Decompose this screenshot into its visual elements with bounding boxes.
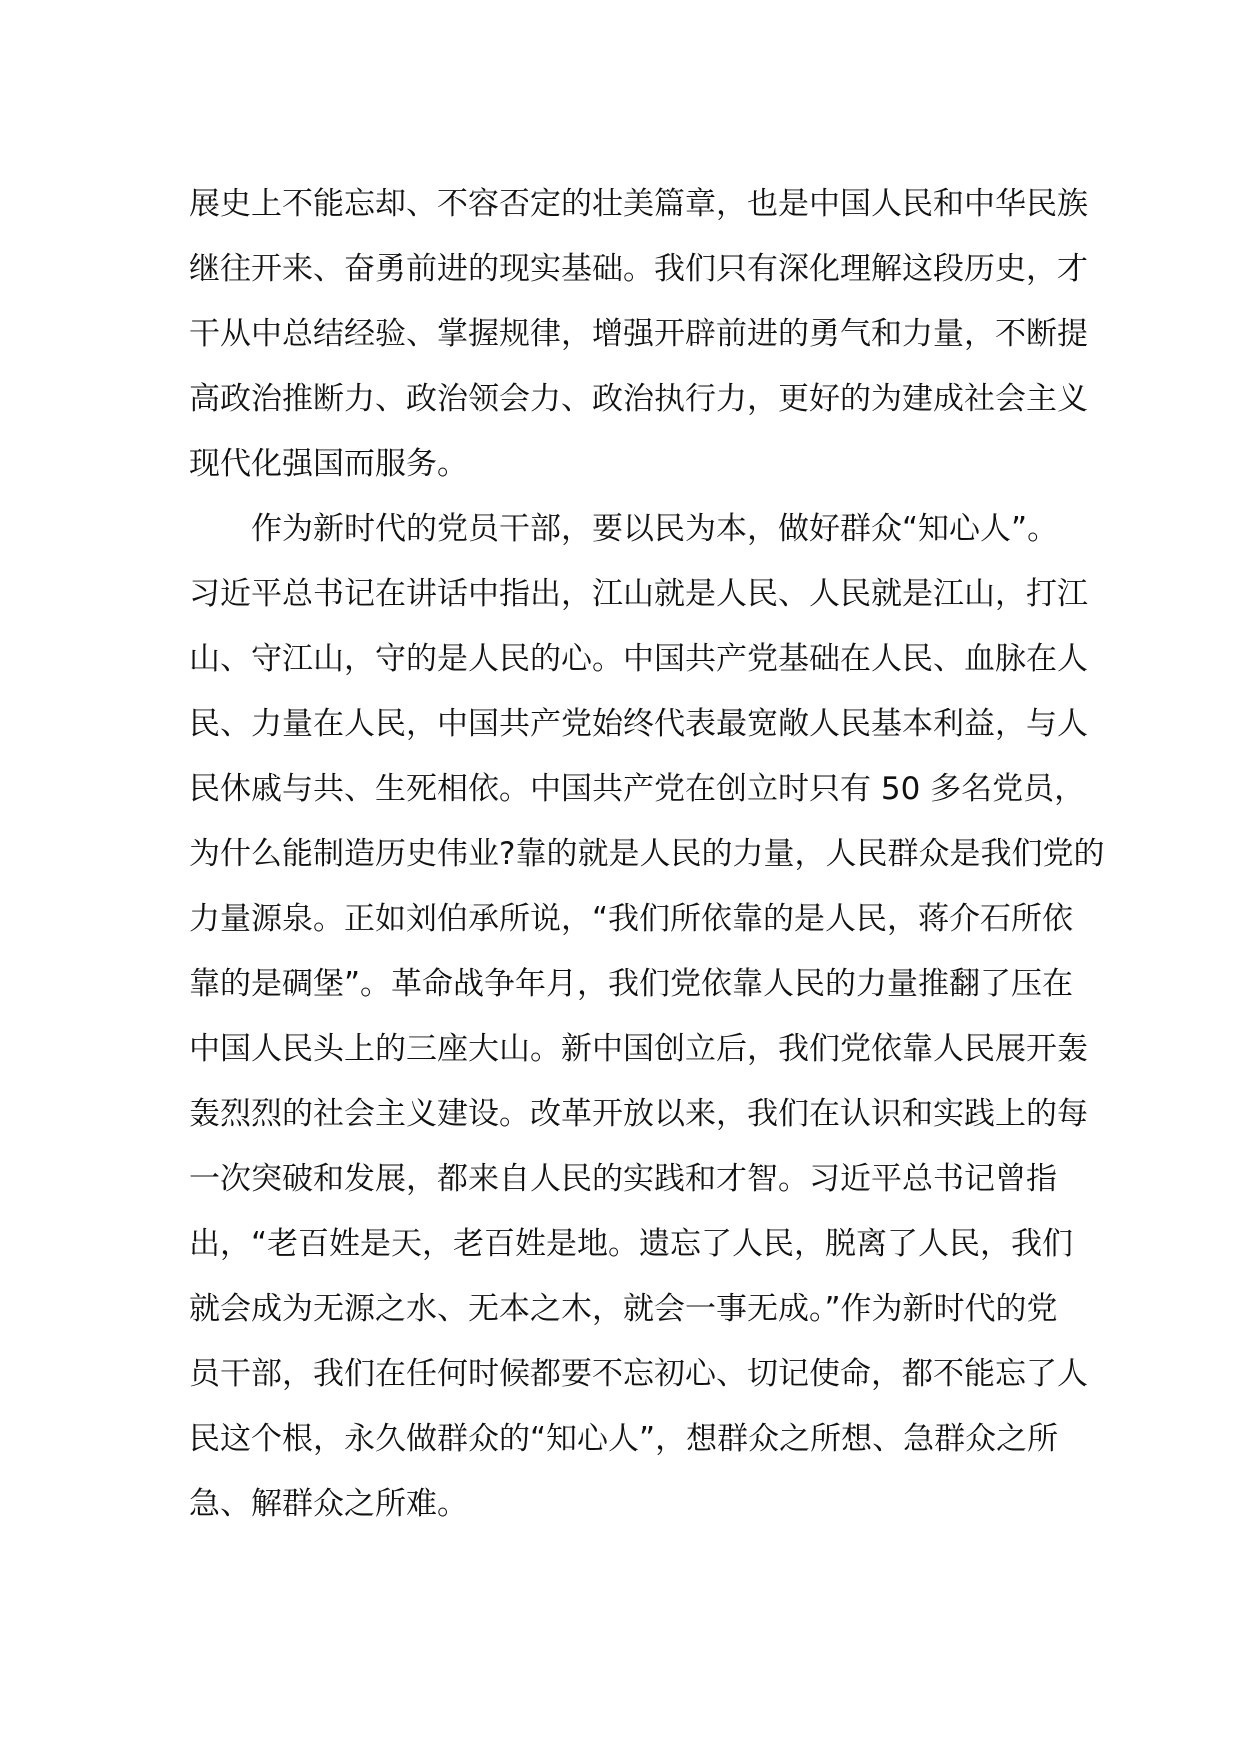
text-line: 民休戚与共、生死相依。中国共产党在创立时只有 50 多名党员， [189, 771, 1086, 807]
text-line: 为什么能制造历史伟业?靠的就是人民的力量，人民群众是我们党的 [189, 836, 1105, 872]
text-line: 干从中总结经验、掌握规律，增强开辟前进的勇气和力量，不断提 [189, 316, 1088, 352]
text-line: 习近平总书记在讲话中指出，江山就是人民、人民就是江山，打江 [189, 576, 1088, 612]
text-line: 继往开来、奋勇前进的现实基础。我们只有深化理解这段历史，才 [189, 251, 1088, 287]
text-line: 高政治推断力、政治领会力、政治执行力，更好的为建成社会主义 [189, 381, 1088, 417]
text-line: 靠的是碉堡”。革命战争年月，我们党依靠人民的力量推翻了压在 [189, 966, 1074, 1002]
paragraph-first-line: 作为新时代的党员干部，要以民为本，做好群众“知心人”。 [189, 511, 1059, 547]
text-line: 现代化强国而服务。 [189, 446, 468, 482]
text-line: 山、守江山，守的是人民的心。中国共产党基础在人民、血脉在人 [189, 641, 1088, 677]
text-line: 一次突破和发展，都来自人民的实践和才智。习近平总书记曾指 [189, 1161, 1057, 1197]
text-line: 展史上不能忘却、不容否定的壮美篇章，也是中国人民和中华民族 [189, 186, 1088, 222]
text-line: 轰烈烈的社会主义建设。改革开放以来，我们在认识和实践上的每 [189, 1096, 1088, 1132]
text-line: 出，“老百姓是天，老百姓是地。遗忘了人民，脱离了人民，我们 [189, 1226, 1074, 1262]
text-line: 民这个根，永久做群众的“知心人”，想群众之所想、急群众之所 [189, 1421, 1059, 1457]
text-line: 急、解群众之所难。 [189, 1486, 468, 1522]
text-line: 民、力量在人民，中国共产党始终代表最宽敞人民基本利益，与人 [189, 706, 1088, 742]
text-line: 中国人民头上的三座大山。新中国创立后，我们党依靠人民展开轰 [189, 1031, 1088, 1067]
text-line: 力量源泉。正如刘伯承所说，“我们所依靠的是人民，蒋介石所依 [189, 901, 1074, 937]
body-text [189, 172, 1105, 1537]
text-line: 员干部，我们在任何时候都要不忘初心、切记使命，都不能忘了人 [189, 1356, 1088, 1392]
text-line: 就会成为无源之水、无本之木，就会一事无成。”作为新时代的党 [189, 1291, 1058, 1327]
